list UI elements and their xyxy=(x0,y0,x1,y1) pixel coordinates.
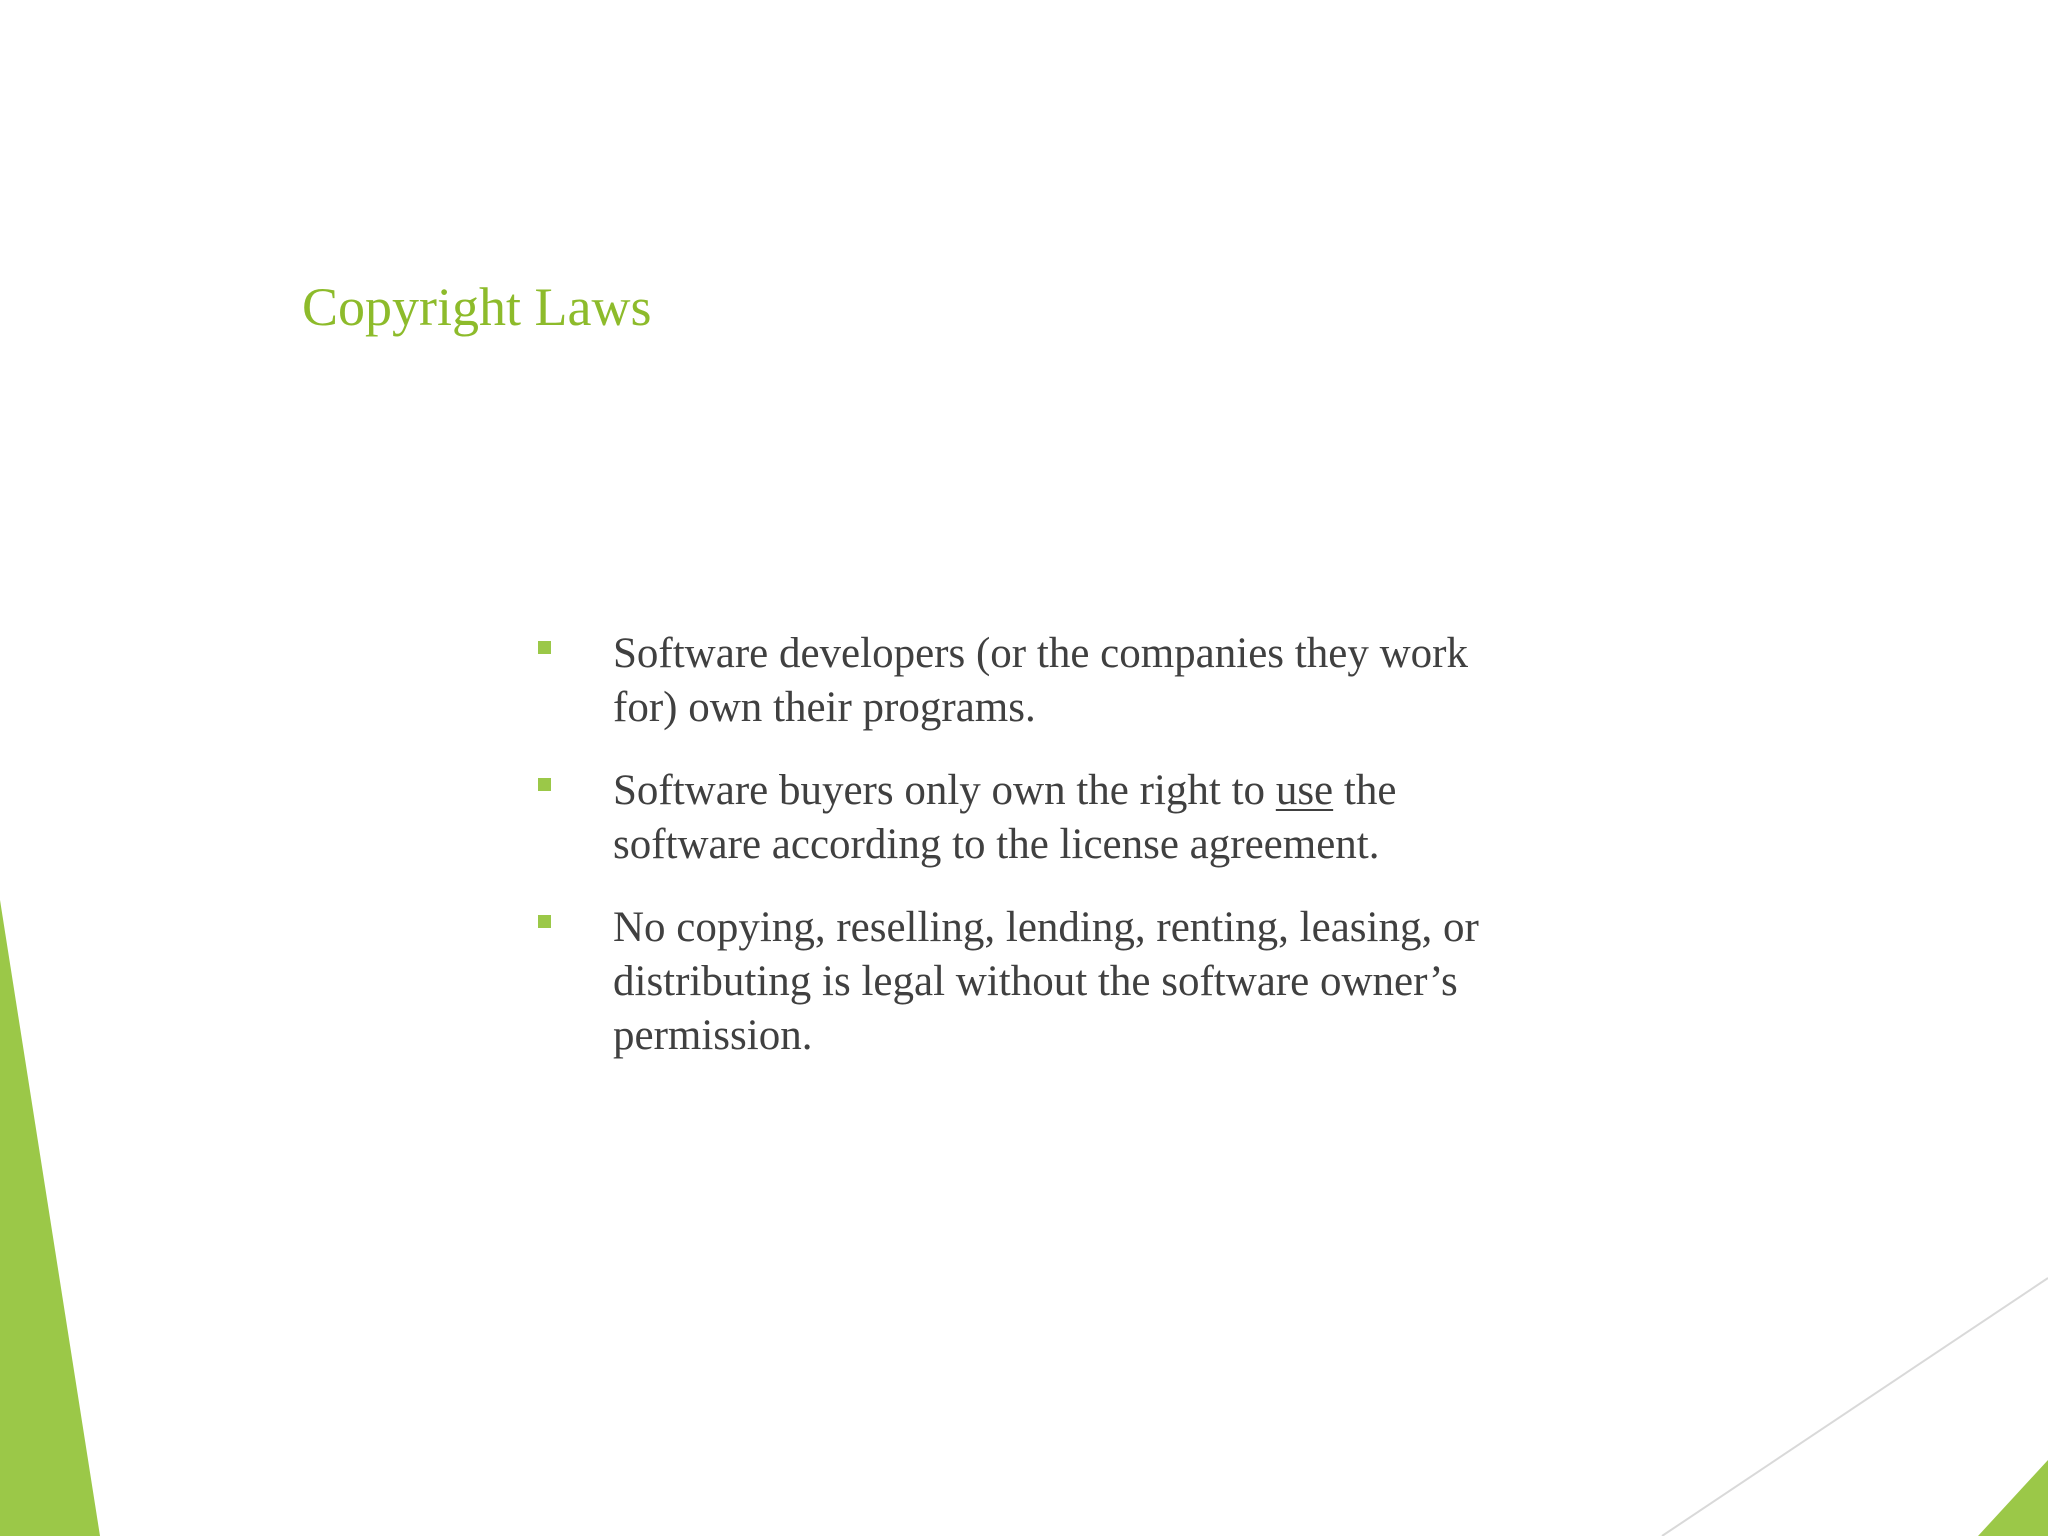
bullet-item xyxy=(536,764,1536,872)
bullet-text: No copying, reselling, lending, renting, leasing, or distributing is legal without the software owner’s permission. xyxy=(613,904,1479,1059)
slide-title: Copyright Laws xyxy=(302,277,652,337)
bullet-text-after: the software according to the license agreement. xyxy=(613,767,1397,868)
bottom-right-divider-line xyxy=(1662,1278,2048,1536)
square-bullet-icon xyxy=(538,778,551,791)
square-bullet-icon xyxy=(538,915,551,928)
bullet-list xyxy=(536,627,1536,1092)
left-accent-shape xyxy=(0,900,100,1536)
square-bullet-icon xyxy=(538,641,551,654)
bullet-item xyxy=(536,901,1536,1063)
bullet-underlined-word: use xyxy=(1275,767,1334,814)
bullet-text-before: Software buyers only own the right to xyxy=(613,767,1276,814)
bullet-item xyxy=(536,627,1536,735)
bullet-text: Software developers (or the companies they work for) own their programs. xyxy=(613,630,1468,731)
bottom-right-accent-shape xyxy=(1978,1460,2048,1536)
